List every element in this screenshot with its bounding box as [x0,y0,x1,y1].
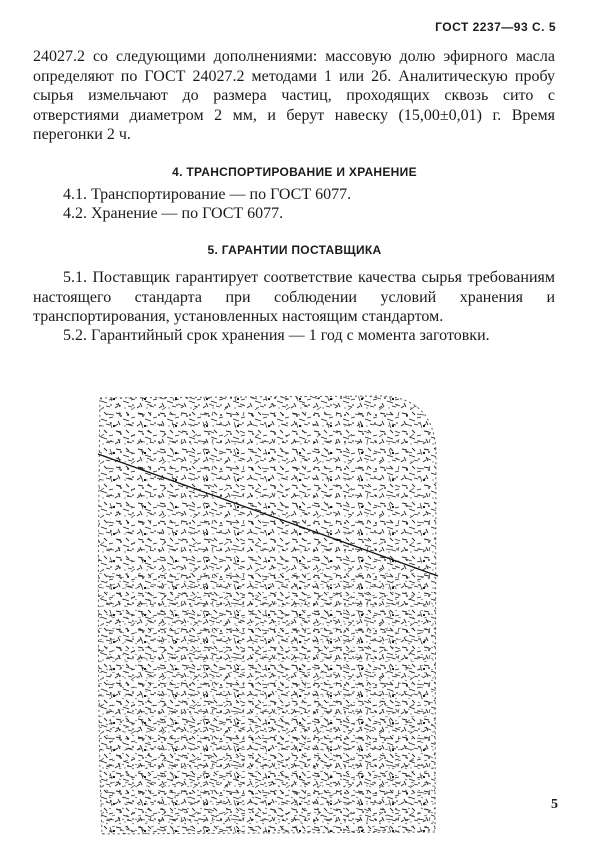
section-5-title: 5. ГАРАНТИИ ПОСТАВЩИКА [207,243,382,257]
raw-material-sample-image [92,392,440,837]
clause-5-2: 5.2. Гарантийный срок хранения — 1 год с момента заготовки. [63,327,490,344]
clause-4-2: 4.2. Хранение — по ГОСТ 6077. [63,205,284,222]
intro-paragraph: 24027.2 со следующими дополнениями: массовую долю эфирного масла определяют по ГОСТ 24027.2 методами 1 или 2б. Аналитическую пробу сырья измельчают до размера частиц, проходящих сквозь сито с отверстиями диаметром 2 мм, и берут навеску (15,00±0,01) г. Время перегонки 2 ч. [33,48,555,143]
clause-5-1: 5.1. Поставщик гарантирует соответствие качества сырья требованиям настоящего стандарта при соблюдении условий хранения и транспортирования, установленных настоящим стандартом. [33,269,555,325]
section-4-title: 4. ТРАНСПОРТИРОВАНИЕ И ХРАНЕНИЕ [172,165,417,179]
running-header: ГОСТ 2237—93 С. 5 [435,20,556,34]
clause-4-1: 4.1. Транспортирование — по ГОСТ 6077. [63,186,352,203]
page-number: 5 [551,797,558,812]
